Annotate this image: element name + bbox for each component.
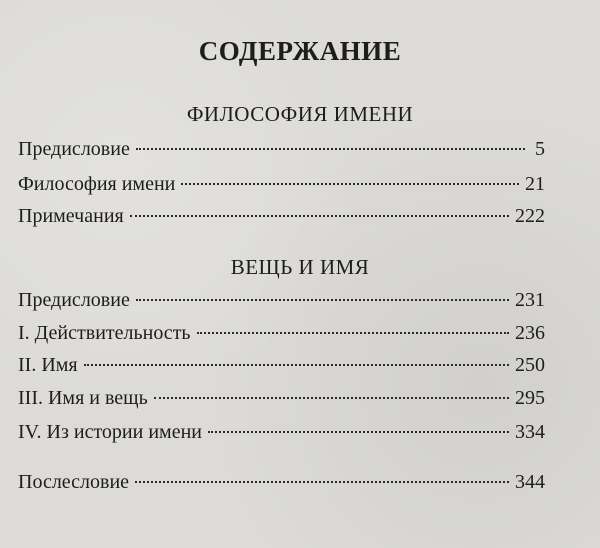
toc-entry-label: Предисловие — [18, 138, 130, 160]
dot-leader — [135, 481, 509, 483]
section-heading-philosophy-of-name: ФИЛОСОФИЯ ИМЕНИ — [186, 102, 414, 126]
toc-entry — [18, 387, 545, 415]
toc-entry-label: I. Действительность — [18, 322, 191, 344]
dot-leader — [130, 215, 509, 217]
dot-leader — [136, 299, 509, 301]
toc-entry-label: III. Имя и вещь — [18, 387, 148, 409]
toc-entry-page: 344 — [515, 471, 545, 493]
toc-entry-afterword — [18, 471, 545, 499]
toc-entry-page: 222 — [515, 205, 545, 227]
section-heading-thing-and-name: ВЕЩЬ И ИМЯ — [230, 255, 370, 279]
toc-entry-page: 21 — [525, 173, 545, 195]
dot-leader — [181, 183, 519, 185]
toc-entry-label: II. Имя — [18, 354, 78, 376]
toc-entry-label: Примечания — [18, 205, 124, 227]
toc-entry-label: IV. Из истории имени — [18, 421, 202, 443]
dot-leader — [154, 397, 509, 399]
toc-entry — [18, 289, 545, 317]
toc-entry-label: Послесловие — [18, 471, 130, 493]
toc-entry-page: 334 — [515, 421, 545, 443]
toc-entry-page: 5 — [535, 138, 545, 160]
toc-entry-page: 295 — [515, 387, 545, 409]
dot-leader — [84, 364, 509, 366]
toc-entry-page: 231 — [515, 289, 545, 311]
toc-entry — [18, 322, 545, 350]
dot-leader — [197, 332, 509, 334]
toc-entry — [18, 421, 545, 449]
toc-entry-label: Философия имени — [18, 173, 176, 195]
toc-entry — [18, 205, 545, 233]
toc-entry — [18, 354, 545, 382]
toc-entry-label: Предисловие — [18, 289, 130, 311]
toc-entry-page: 236 — [515, 322, 545, 344]
toc-entry — [18, 173, 545, 201]
dot-leader — [208, 431, 509, 433]
page-title: СОДЕРЖАНИЕ — [198, 36, 402, 66]
dot-leader — [136, 148, 525, 150]
toc-entry — [18, 138, 545, 166]
toc-entry-page: 250 — [515, 354, 545, 376]
